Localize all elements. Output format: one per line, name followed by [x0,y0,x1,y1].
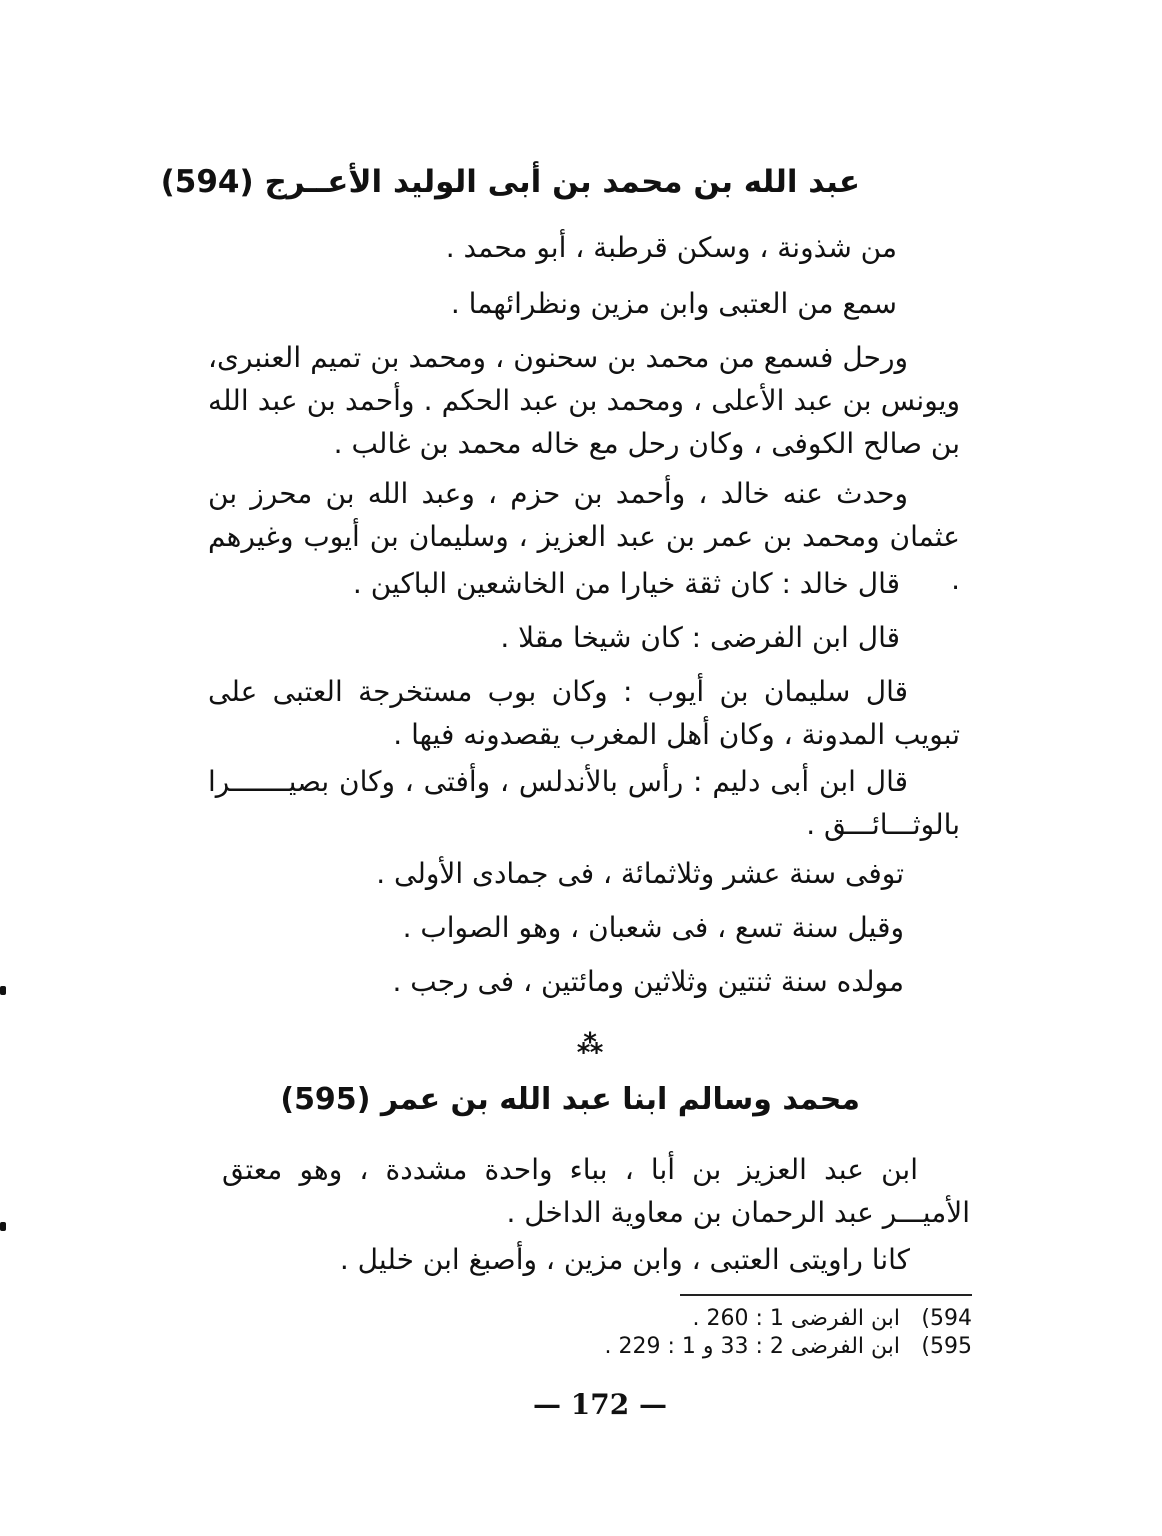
entry-594-paragraph-7: قال سليمان بن أيوب : وكان بوب مستخرجة العتبى على تبويب المدونة ، وكان أهل المغرب يقصدونه فيها . [208,675,960,751]
section-separator: ⁂ [576,1030,604,1060]
entry-594-paragraph-10: وقيل سنة تسع ، فى شعبان ، وهو الصواب . [402,911,904,944]
footnote-text: ابن الفرضى 1 : 260 . [692,1306,900,1331]
entry-594-paragraph-2: سمع من العتبى وابن مزين ونظرائهما . [450,287,897,320]
entry-594-paragraph-1: من شذونة ، وسكن قرطبة ، أبو محمد . [445,231,897,264]
scan-mark [0,1222,6,1231]
page-number: — 172 — [533,1388,667,1421]
entry-595-title: محمد وسالم ابنا عبد الله بن عمر (595) [280,1082,860,1117]
entry-594-paragraph-8: قال ابن أبى دليم : رأس بالأندلس ، وأفتى ، وكان بصيـــــــرا بالوثـــائـــق . [208,765,960,841]
footnote-594 [693,1306,972,1332]
footnote-divider [680,1294,972,1296]
entry-595-paragraph-1: ابن عبد العزيز بن أبا ، بباء واحدة مشددة ، وهو معتق الأميـــر عبد الرحمان بن معاوية الداخل . [222,1153,970,1229]
entry-595-paragraph-2: كانا راويتى العتبى ، وابن مزين ، وأصبغ ابن خليل . [339,1243,910,1276]
entry-594-title: عبد الله بن محمد بن أبى الوليد الأعــرج (594) [160,164,860,200]
entry-594-paragraph-4: وحدث عنه خالد ، وأحمد بن حزم ، وعبد الله بن محرز بن عثمان ومحمد بن عمر بن عبد العزيز ، وسليمان بن أيوب وغيرهم . [208,477,960,596]
footnote-number: 595) [921,1334,972,1359]
entry-594-paragraph-5: قال خالد : كان ثقة خيارا من الخاشعين الباكين . [352,567,900,600]
footnote-595 [604,1334,972,1360]
scan-mark [0,986,6,995]
footnote-text: ابن الفرضى 2 : 33 و 1 : 229 . [604,1334,900,1359]
entry-594-paragraph-3: ورحل فسمع من محمد بن سحنون ، ومحمد بن تميم العنبرى، ويونس بن عبد الأعلى ، ومحمد بن عبد الحكم . وأحمد بن عبد الله بن صالح الكوفى ، وكان رحل مع خاله محمد بن غالب . [208,341,960,460]
entry-594-paragraph-11: مولده سنة ثنتين وثلاثين ومائتين ، فى رجب . [392,965,904,998]
entry-594-paragraph-6: قال ابن الفرضى : كان شيخا مقلا . [500,621,900,654]
footnote-number: 594) [921,1306,972,1331]
entry-594-paragraph-9: توفى سنة عشر وثلاثمائة ، فى جمادى الأولى . [376,857,904,890]
